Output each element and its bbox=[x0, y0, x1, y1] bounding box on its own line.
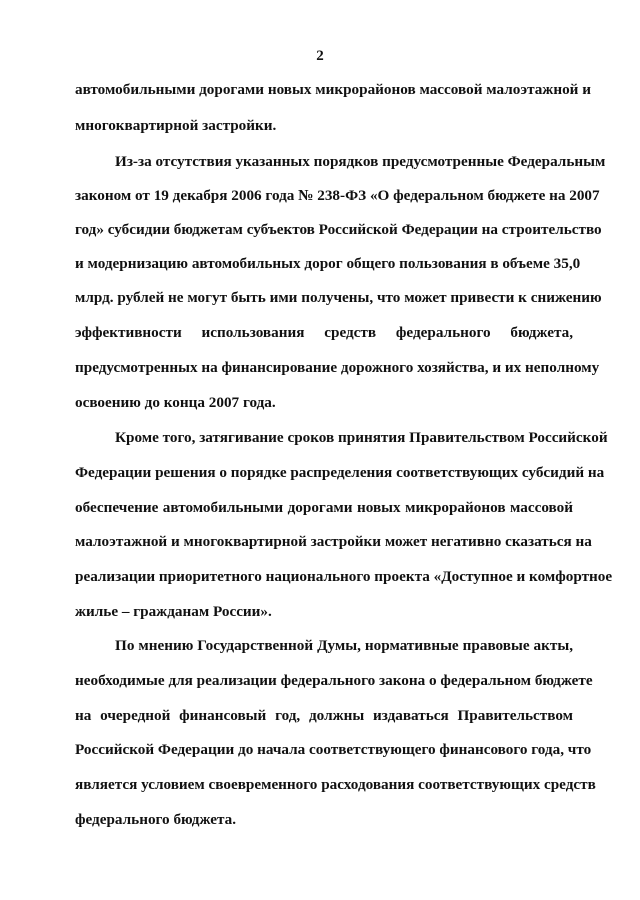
paragraph-3-line-2: Федерации решения о порядке распределения соответствующих субсидий на bbox=[75, 464, 605, 481]
paragraph-2-line-8: освоению до конца 2007 года. bbox=[75, 394, 276, 411]
paragraph-2-line-6: эффективности использования средств федерального бюджета, bbox=[75, 324, 573, 341]
paragraph-3-line-3: обеспечение автомобильными дорогами новых микрорайонов массовой bbox=[75, 499, 573, 516]
paragraph-4-line-2: необходимые для реализации федерального закона о федеральном бюджете bbox=[75, 672, 593, 689]
paragraph-2-line-4: и модернизацию автомобильных дорог общего пользования в объеме 35,0 bbox=[75, 255, 581, 272]
page-number: 2 bbox=[316, 48, 324, 64]
paragraph-3-line-1: Кроме того, затягивание сроков принятия Правительством Российской bbox=[115, 429, 608, 446]
paragraph-4-line-6: федерального бюджета. bbox=[75, 811, 237, 828]
paragraph-3-line-5: реализации приоритетного национального проекта «Доступное и комфортное bbox=[75, 568, 613, 585]
paragraph-4-line-1: По мнению Государственной Думы, нормативные правовые акты, bbox=[115, 637, 573, 654]
paragraph-2-line-2: законом от 19 декабря 2006 года № 238-ФЗ «О федеральном бюджете на 2007 bbox=[75, 187, 600, 204]
paragraph-2-line-1: Из-за отсутствия указанных порядков предусмотренные Федеральным bbox=[115, 153, 606, 170]
paragraph-4-line-5: является условием своевременного расходования соответствующих средств bbox=[75, 776, 596, 793]
paragraph-3-line-6: жилье – гражданам России». bbox=[75, 603, 272, 620]
paragraph-1-line-1: автомобильными дорогами новых микрорайонов массовой малоэтажной и bbox=[75, 81, 591, 98]
paragraph-2-line-7: предусмотренных на финансирование дорожного хозяйства, и их неполному bbox=[75, 359, 600, 376]
paragraph-4-line-4: Российской Федерации до начала соответствующего финансового года, что bbox=[75, 741, 592, 758]
paragraph-3-line-4: малоэтажной и многоквартирной застройки может негативно сказаться на bbox=[75, 533, 592, 550]
paragraph-1-line-2: многоквартирной застройки. bbox=[75, 117, 277, 134]
paragraph-2-line-3: год» субсидии бюджетам субъектов Российской Федерации на строительство bbox=[75, 221, 602, 238]
paragraph-4-line-3: на очередной финансовый год, должны издаваться Правительством bbox=[75, 707, 573, 724]
paragraph-2-line-5: млрд. рублей не могут быть ими получены, что может привести к снижению bbox=[75, 289, 602, 306]
